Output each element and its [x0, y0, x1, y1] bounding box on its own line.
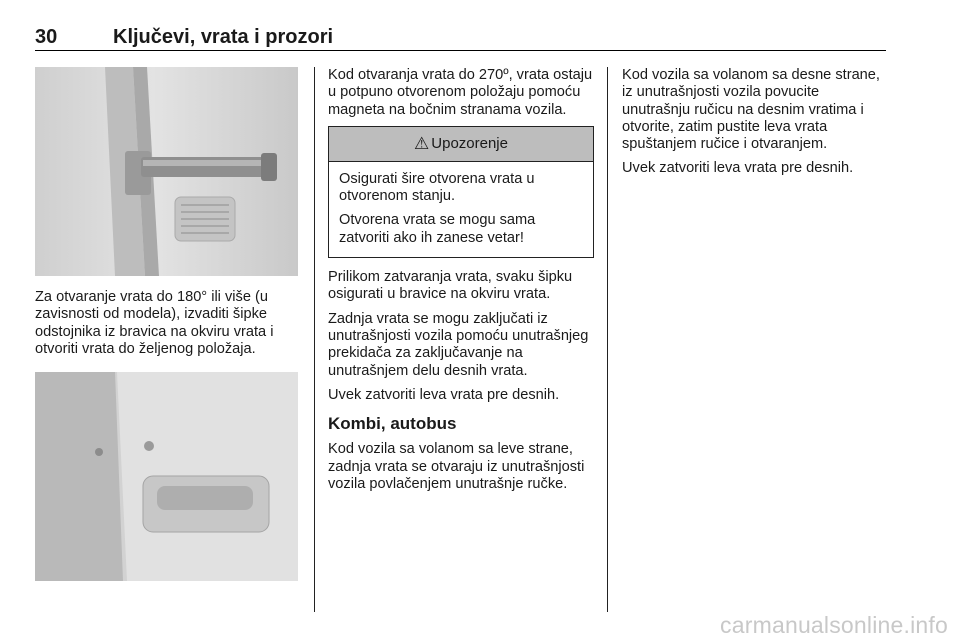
column-divider — [607, 67, 608, 612]
left-column — [35, 289, 303, 365]
column-divider — [314, 67, 315, 612]
paragraph: Prilikom zatvaranja vrata, svaku šipku osigurati u bravice na okviru vrata. — [328, 269, 573, 303]
warning-body — [329, 162, 593, 257]
right-column — [622, 67, 890, 185]
warning-triangle-icon: ⚠ — [414, 134, 430, 154]
door-check-strap-photo — [35, 67, 298, 276]
interior-door-handle-photo — [35, 372, 298, 581]
section-heading: Kombi, autobus — [328, 414, 457, 434]
paragraph: Za otvaranje vrata do 180° ili više (u zavisnosti od modela), izvaditi šipke odstojnika iz bravica na okviru vrata i otvoriti vrata do željenog položaja. — [35, 289, 274, 357]
paragraph: Kod vozila sa volanom sa desne strane, iz unutrašnjosti vozila povucite unutrašnju ručicu na desnim vratima i otvorite, zatim pustite leva vrata spuštanjem ručice i otvaranjem. — [622, 67, 880, 153]
warning-text: Osigurati šire otvorena vrata u otvorenom stanju. — [339, 170, 535, 205]
warning-text: Otvorena vrata se mogu sama zatvoriti ako ih zanese vetar! — [339, 212, 536, 246]
header-rule — [35, 50, 886, 51]
paragraph: Uvek zatvoriti leva vrata pre desnih. — [622, 160, 854, 177]
warning-box — [328, 126, 594, 258]
paragraph: Uvek zatvoriti leva vrata pre desnih. — [328, 386, 560, 403]
paragraph: Kod otvaranja vrata do 270º, vrata ostaju u potpuno otvorenom položaju pomoću magneta na bočnim stranama vozila. — [328, 67, 593, 118]
paragraph: Kod vozila sa volanom sa leve strane, zadnja vrata se otvaraju iz unutrašnjosti vozila povlačenjem unutrašnje ručke. — [328, 441, 585, 493]
page-number: 30 — [35, 26, 58, 48]
middle-column — [328, 67, 594, 500]
warning-header — [329, 127, 593, 162]
watermark: carmanualsonline.info — [720, 612, 948, 638]
paragraph: Zadnja vrata se mogu zaključati iz unutrašnjosti vozila pomoću unutrašnjeg prekidača za zaključavanje na unutrašnjem delu desnih vrata. — [328, 310, 589, 379]
warning-title: Upozorenje — [431, 135, 508, 153]
page-title: Ključevi, vrata i prozori — [113, 26, 334, 48]
